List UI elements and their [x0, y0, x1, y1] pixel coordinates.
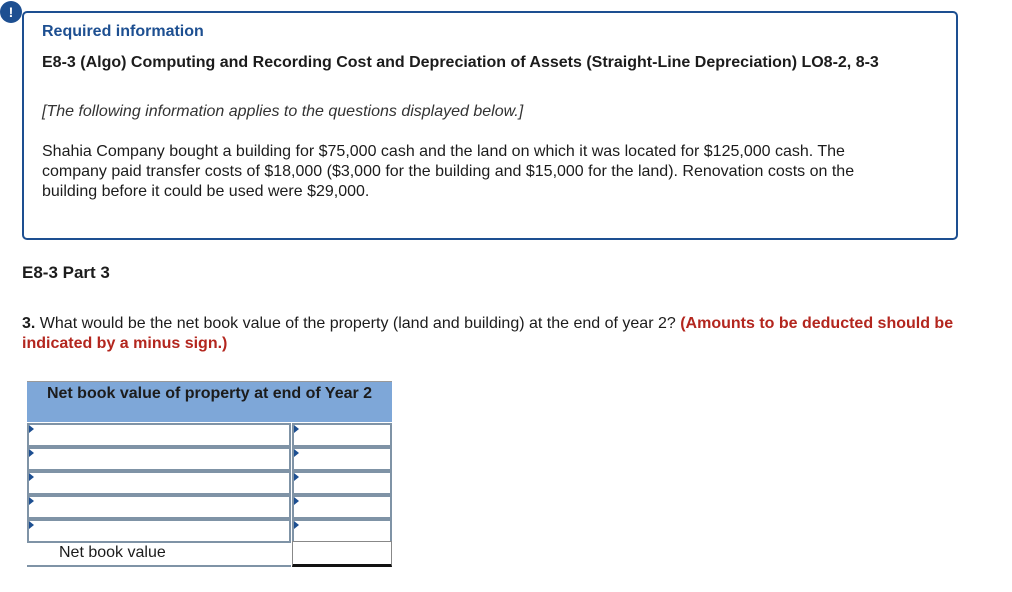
- row-value-cell[interactable]: [292, 423, 392, 447]
- info-body: Shahia Company bought a building for $75,000 cash and the land on which it was located for $125,000 cash. The company paid transfer costs of $18,000 ($3,000 for the building and $15,000 for the land). Renovation costs on the building before it could be used were $29,000.: [42, 143, 855, 200]
- row-value-input[interactable]: [294, 449, 390, 469]
- row-label-input[interactable]: [29, 449, 289, 469]
- row-value-cell[interactable]: [292, 471, 392, 495]
- row-label-input[interactable]: [29, 425, 289, 445]
- table-row: [27, 471, 392, 495]
- row-label-dropdown[interactable]: [27, 471, 291, 495]
- question-hint: (Amounts to be deducted should be indicated by a minus sign.): [22, 315, 954, 352]
- table-header: Net book value of property at end of Year 2: [27, 381, 392, 422]
- dropdown-marker-icon: [294, 425, 299, 433]
- row-value-cell[interactable]: [292, 519, 392, 543]
- row-value-input[interactable]: [294, 473, 390, 493]
- row-label-dropdown[interactable]: [27, 519, 291, 543]
- alert-icon: !: [0, 1, 22, 23]
- row-label-dropdown[interactable]: [27, 423, 291, 447]
- dropdown-marker-icon: [29, 497, 34, 505]
- net-book-value-input[interactable]: [293, 542, 391, 564]
- row-value-cell[interactable]: [292, 495, 392, 519]
- info-title: Required information: [42, 23, 204, 40]
- row-label-dropdown[interactable]: [27, 495, 291, 519]
- net-book-value-cell[interactable]: [292, 541, 392, 567]
- table-row: [27, 447, 392, 471]
- table-row: [27, 495, 392, 519]
- row-value-cell[interactable]: [292, 447, 392, 471]
- dropdown-marker-icon: [29, 473, 34, 481]
- dropdown-marker-icon: [294, 473, 299, 481]
- row-label-dropdown[interactable]: [27, 447, 291, 471]
- info-note: [The following information applies to the questions displayed below.]: [42, 103, 524, 120]
- net-book-value-label: Net book value: [27, 541, 291, 567]
- row-value-input[interactable]: [294, 497, 390, 517]
- row-label-input[interactable]: [29, 521, 289, 541]
- question-number: 3.: [22, 315, 36, 332]
- row-value-input[interactable]: [294, 521, 390, 541]
- question-body: What would be the net book value of the property (land and building) at the end of year 2?: [35, 315, 681, 332]
- table-row: [27, 423, 392, 447]
- row-label-input[interactable]: [29, 473, 289, 493]
- required-info-panel: [22, 11, 958, 240]
- row-label-input[interactable]: [29, 497, 289, 517]
- dropdown-marker-icon: [294, 449, 299, 457]
- row-value-input[interactable]: [294, 425, 390, 445]
- table-row: [27, 519, 392, 543]
- dropdown-marker-icon: [29, 521, 34, 529]
- dropdown-marker-icon: [29, 425, 34, 433]
- dropdown-marker-icon: [294, 497, 299, 505]
- dropdown-marker-icon: [294, 521, 299, 529]
- total-row: [27, 541, 392, 567]
- part-title: E8-3 Part 3: [22, 263, 110, 282]
- question-text: [22, 314, 967, 354]
- exercise-heading: E8-3 (Algo) Computing and Recording Cost and Depreciation of Assets (Straight-Line Depreciation) LO8-2, 8-3: [42, 54, 879, 71]
- dropdown-marker-icon: [29, 449, 34, 457]
